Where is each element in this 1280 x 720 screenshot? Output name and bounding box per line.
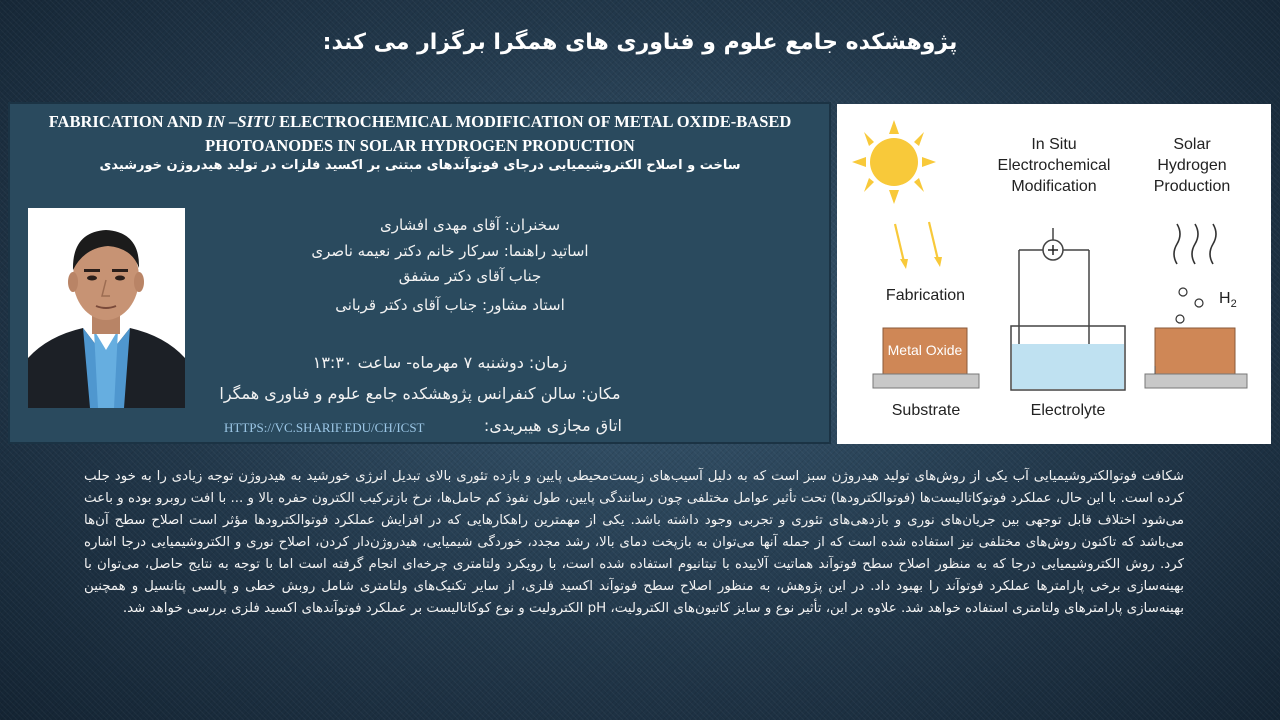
talk-title-part1: FABRICATION AND <box>48 112 207 131</box>
label-h2-subscript: 2 <box>1230 298 1237 311</box>
speaker-photo <box>28 208 185 408</box>
talk-title-part2: ELECTROCHEMICAL MODIFICATION OF METAL OXIDE-BASED PHOTOANODES IN SOLAR HYDROGEN PRODUCTION <box>205 112 792 155</box>
talk-title-en <box>20 110 820 158</box>
light-arrows-icon <box>895 222 938 262</box>
virtual-room-label: اتاق مجازی هیبریدی: <box>483 416 622 435</box>
place-line: مکان: سالن کنفرانس پژوهشکده جامع علوم و فناوری همگرا <box>219 384 621 403</box>
speaker-portrait-image <box>28 208 185 408</box>
label-h2 <box>1219 288 1249 315</box>
talk-title-fa: ساخت و اصلاح الکتروشیمیایی درجای فوتوآندهای مبتنی بر اکسید فلزات در تولید هیدروژن خورشیدی <box>99 158 741 173</box>
speaker-line: سخنران: آقای مهدی افشاری <box>379 216 561 234</box>
sun-icon <box>852 120 936 204</box>
process-figure <box>837 104 1271 444</box>
talk-info-panel <box>8 102 831 444</box>
talk-title-italic: IN –SITU <box>206 112 275 131</box>
page-title: پژوهشکده جامع علوم و فناوری های همگرا برگزار می کند: <box>322 30 958 55</box>
label-h2-letter: H <box>1219 290 1231 307</box>
advisors-line: اساتید راهنما: سرکار خانم دکتر نعیمه ناصری <box>311 242 589 260</box>
label-electrolyte: Electrolyte <box>1030 402 1106 419</box>
advisor2-line: جناب آقای دکتر مشفق <box>398 267 542 285</box>
time-line: زمان: دوشنبه ۷ مهرماه- ساعت ۱۳:۳۰ <box>312 353 568 372</box>
bubbles-icon <box>1176 288 1203 323</box>
label-solar: Solar Hydrogen Production <box>1153 136 1231 195</box>
consultant-line: استاد مشاور: جناب آقای دکتر قربانی <box>335 296 565 314</box>
label-substrate: Substrate <box>891 402 961 419</box>
abstract-text: شکافت فوتوالکتروشیمیایی آب یکی از روش‌های تولید هیدروژن سبز است که به دلیل آسیب‌های زیست‌محیطی پایین و بازده تئوری بالای تبدیل انرژی خورشید به هیدروژن توجه زیادی را به خود جلب کرده است. با این حال، عملکرد فوتوکاتالیست‌ها (فوتوالکترودها) تحت تأثیر عوامل مختلفی چون رسانندگی پایین، طول نفوذ کم حامل‌ها، نرخ بازترکیب الکترون حفره بالا و ... با افت روبرو بوده و باعث می‌شود اختلاف قابل توجهی بین جریان‌های نوری و بازدهی‌های تئوری و تجربی وجود داشته باشد. یکی از مهمترین راهکارهایی که در افزایش عملکرد فوتوالکترودها مؤثر است اصلاح سطح آن‌ها می‌باشد که تاکنون روش‌های مختلفی نیز استفاده شده است که از جمله آنها می‌توان به بازپخت دمای بالا، رشد مجدد، خوردگی شیمیایی، هیدروژن‌دار کردن، اصلاح نوری و الکتروشیمیایی درجا اشاره کرد. روش الکتروشیمیایی درجا که به منظور اصلاح سطح فوتوآند هماتیت آلاییده با تیتانیوم استفاده شده است، با رویکرد ولتامتری چرخه‌ای انجام گرفته است اما با توجه به نتایج حاصل، می‌توان با بهینه‌سازی برخی پارامترها عملکرد فوتوآند را بهبود داد. در این پژوهش، به منظور اصلاح سطح فوتوآند اکسید فلزی، از سایر تکنیک‌های ولتامتری شامل روبش خطی و پالسی پتانسیل و همچنین بهینه‌سازی پارامترهای ولتامتری استفاده خواهد شد. علاوه بر این، تأثیر نوع و سایز کاتیون‌های الکترولیت، pH الکترولیت و نوع کوکاتالیست بر عملکرد فوتوآندهای اکسید فلزی بررسی خواهد شد. <box>84 469 1184 616</box>
label-metal-oxide: Metal Oxide <box>887 342 963 358</box>
heat-waves-icon <box>1174 224 1216 264</box>
label-insitu: In Situ Electrochemical Modification <box>997 136 1111 195</box>
label-fabrication: Fabrication <box>885 287 966 304</box>
virtual-room-link[interactable]: HTTPS://VC.SHARIF.EDU/CH/ICST <box>224 420 425 435</box>
